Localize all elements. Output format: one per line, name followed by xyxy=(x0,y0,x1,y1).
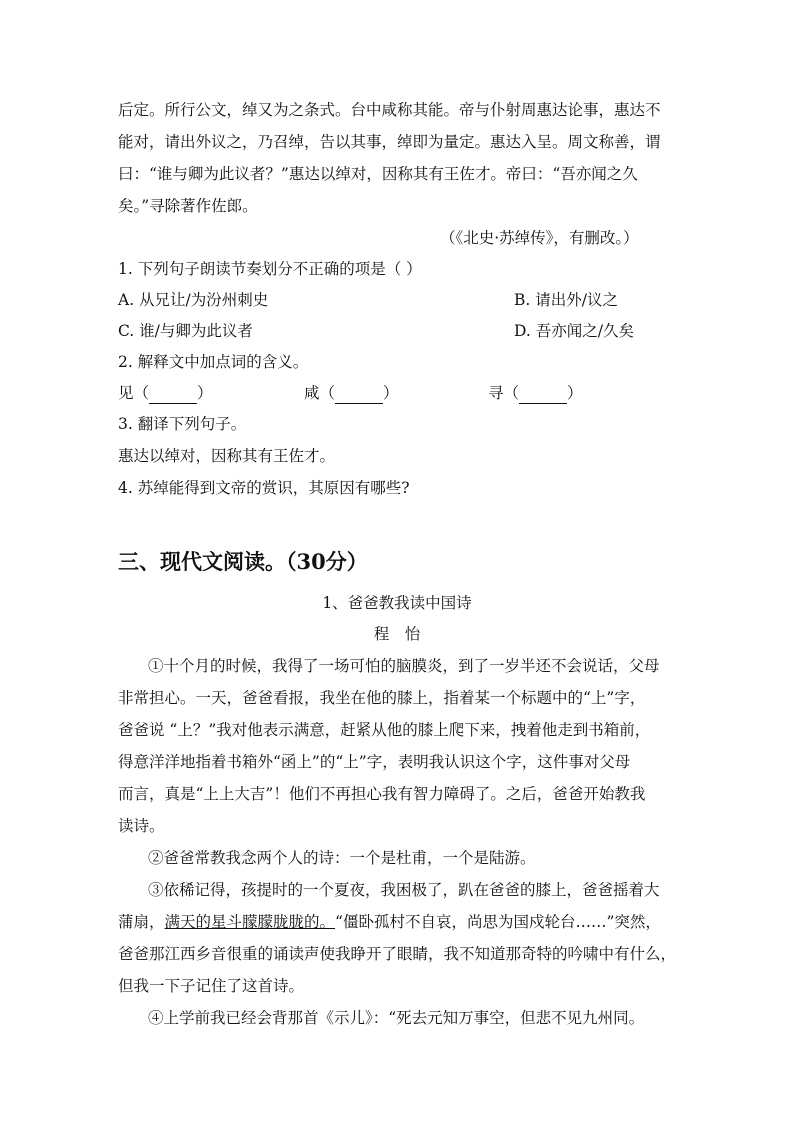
answer-blank[interactable] xyxy=(335,383,383,404)
question-1: 1. 下列句子朗读节奏划分不正确的项是（ ） xyxy=(118,260,422,278)
paragraph-line: ③依稀记得，孩提时的一个夏夜，我困极了，趴在爸爸的膝上，爸爸摇着大 xyxy=(148,881,660,899)
paragraph-line: 爸爸说 “上？”我对他表示满意，赶紧从他的膝上爬下来，拽着他走到书箱前， xyxy=(118,721,651,739)
word-blank: 见（ ） xyxy=(118,384,213,402)
answer-blank[interactable] xyxy=(149,383,197,404)
question-1-options-row xyxy=(118,290,678,310)
question-3-sentence: 惠达以绰对，因称其有王佐才。 xyxy=(118,447,336,465)
article-author: 程 怡 xyxy=(373,625,421,643)
option-b: B. 请出外/议之 xyxy=(514,291,618,309)
question-1-options-row xyxy=(118,321,678,341)
paragraph-line: ①十个月的时候，我得了一场可怕的脑膜炎，到了一岁半还不会说话，父母 xyxy=(148,657,660,675)
paragraph-line: ④上学前我已经会背那首《示儿》：“死去元知万事空，但悲不见九州同。 xyxy=(148,1009,645,1027)
option-d: D. 吾亦闻之/久矣 xyxy=(514,322,634,340)
paragraph-line: ②爸爸常教我念两个人的诗：一个是杜甫，一个是陆游。 xyxy=(148,849,536,867)
paragraph-line: 得意洋洋地指着书箱外“函上”的“上”字，表明我认识这个字，这件事对父母 xyxy=(118,753,631,771)
paragraph-line: 但我一下子记住了这首诗。 xyxy=(118,977,305,995)
question-2: 2. 解释文中加点词的含义。 xyxy=(118,353,309,371)
option-a: A. 从兄让/为汾州刺史 xyxy=(118,291,269,309)
paragraph-line: 非常担心。一天，爸爸看报，我坐在他的膝上，指着某一个标题中的“上”字， xyxy=(118,689,646,707)
question-4: 4. 苏绰能得到文帝的赏识，其原因有哪些? xyxy=(118,479,410,497)
paragraph-line: 而言，真是“上上大吉”！他们不再担心我有智力障碍了。之后，爸爸开始教我 xyxy=(118,785,646,803)
paragraph-line: 蒲扇，满天的星斗朦朦胧胧的。“僵卧孤村不自哀，尚思为国戍轮台……”突然， xyxy=(118,913,661,931)
section-title: 三、现代文阅读。（30分） xyxy=(118,549,368,574)
classical-text-line: 能对，请出外议之，乃召绰，告以其事，绰即为量定。惠达入呈。周文称善，谓 xyxy=(118,133,661,151)
classical-text-line: 曰：“谁与卿为此议者？”惠达以绰对，因称其有王佐才。帝曰：“吾亦闻之久 xyxy=(118,165,638,183)
source-citation: （《北史·苏绰传》，有删改。） xyxy=(440,229,639,247)
underlined-sentence: 满天的星斗朦朦胧胧的。 xyxy=(164,913,336,931)
word-blank: 寻（ ） xyxy=(488,384,583,402)
paragraph-line: 读诗。 xyxy=(118,817,165,835)
word-blank: 咸（ ） xyxy=(304,384,399,402)
option-c: C. 谁/与卿为此议者 xyxy=(118,322,253,340)
answer-blank[interactable] xyxy=(519,383,567,404)
classical-text-line: 矣。”寻除著作佐郎。 xyxy=(118,197,258,215)
paragraph-line: 爸爸那江西乡音很重的诵读声使我睁开了眼睛，我不知道那奇特的吟啸中有什么， xyxy=(118,945,677,963)
article-title: 1、爸爸教我读中国诗 xyxy=(322,594,472,612)
question-3: 3. 翻译下列句子。 xyxy=(118,415,247,433)
classical-text-line: 后定。所行公文，绰又为之条式。台中咸称其能。帝与仆射周惠达论事，惠达不 xyxy=(118,101,661,119)
